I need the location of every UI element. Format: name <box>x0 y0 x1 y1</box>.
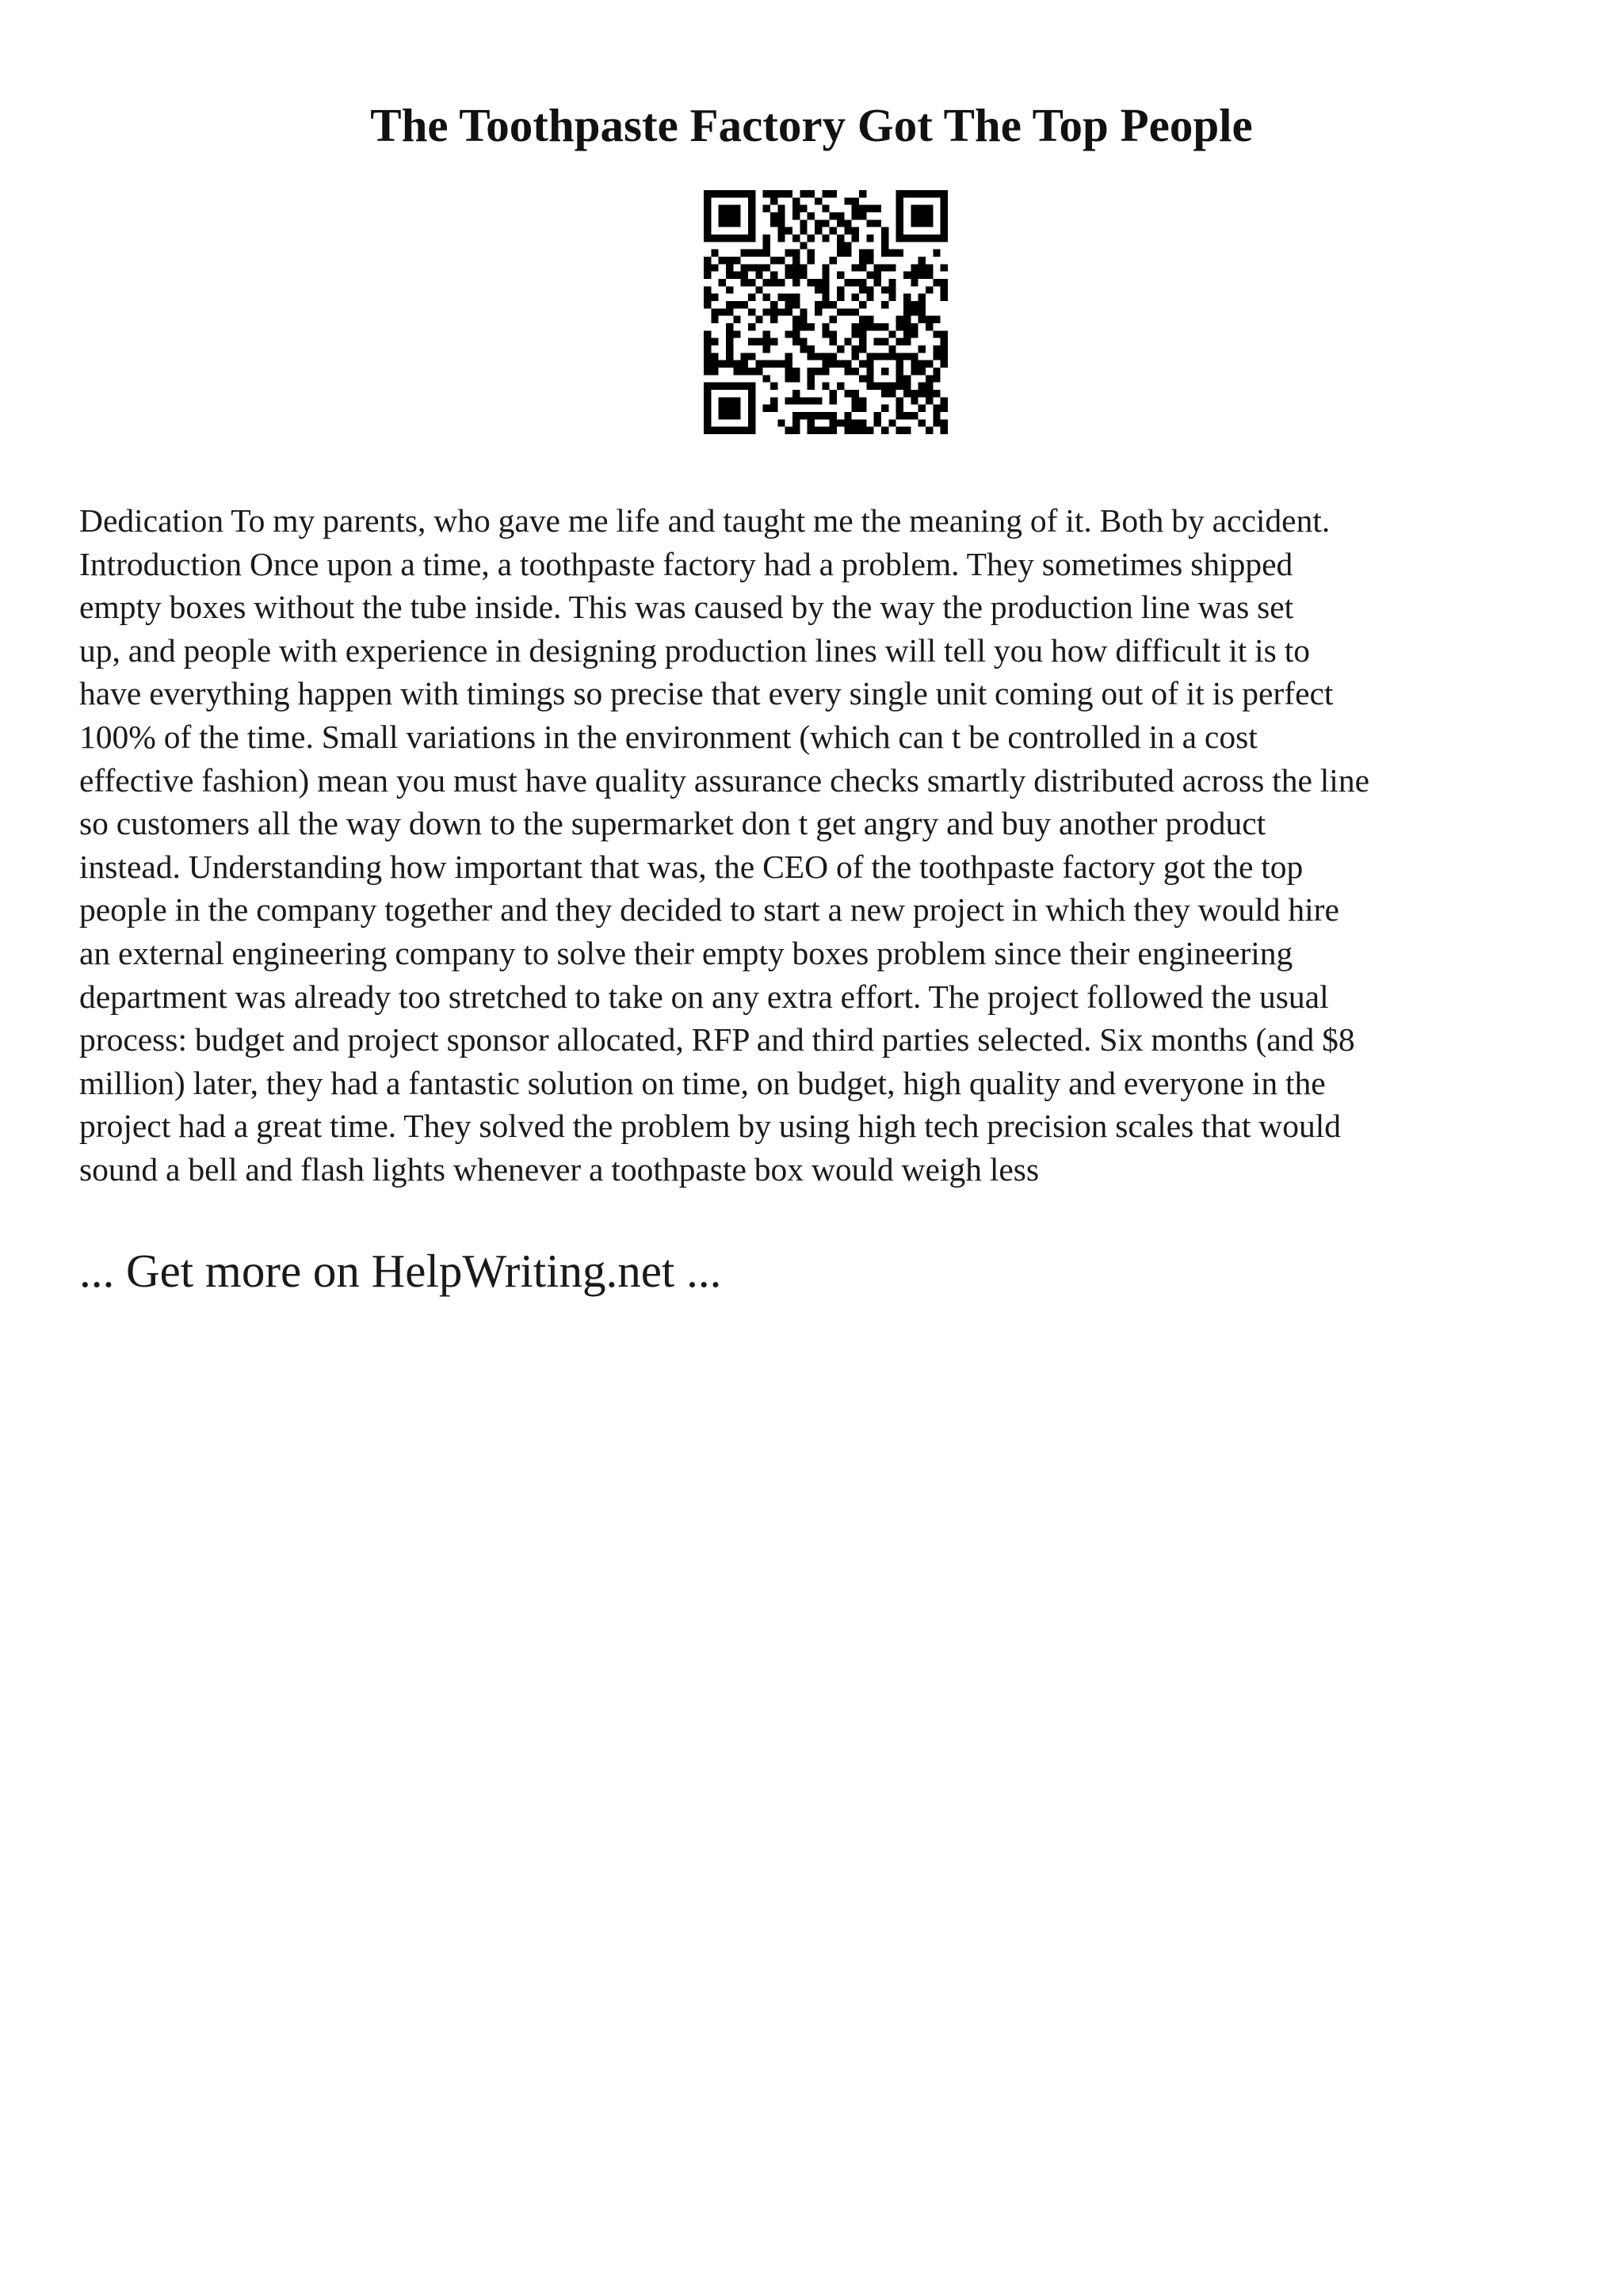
body-line: million) later, they had a fantastic solution on time, on budget, high quality and everyone in the <box>79 1064 1326 1101</box>
get-more-link[interactable]: ... Get more on HelpWriting.net ... <box>79 1245 722 1297</box>
body-line: department was already too stretched to take on any extra effort. The project followed the usual <box>79 978 1329 1015</box>
body-line: 100% of the time. Small variations in the environment (which can t be controlled in a cost <box>79 718 1258 755</box>
body-line: an external engineering company to solve their empty boxes problem since their engineering <box>79 934 1293 971</box>
body-line: so customers all the way down to the supermarket don t get angry and buy another product <box>79 805 1266 842</box>
body-line: have everything happen with timings so precise that every single unit coming out of it is perfect <box>79 675 1334 712</box>
body-line: Dedication To my parents, who gave me life and taught me the meaning of it. Both by accident. <box>79 502 1331 539</box>
body-line: instead. Understanding how important that was, the CEO of the toothpaste factory got the top <box>79 848 1304 885</box>
page-title: The Toothpaste Factory Got The Top People <box>370 99 1253 151</box>
qr-code-icon[interactable] <box>704 190 948 434</box>
body-line: process: budget and project sponsor allocated, RFP and third parties selected. Six months (and $8 <box>79 1021 1355 1058</box>
body-line: people in the company together and they decided to start a new project in which they would hire <box>79 891 1339 929</box>
body-line: effective fashion) mean you must have quality assurance checks smartly distributed across the line <box>79 761 1370 799</box>
body-line: project had a great time. They solved the problem by using high tech precision scales that would <box>79 1108 1342 1145</box>
body-text <box>79 499 1561 1192</box>
body-line: sound a bell and flash lights whenever a toothpaste box would weigh less <box>79 1150 1040 1188</box>
body-line: empty boxes without the tube inside. This was caused by the way the production line was set <box>79 589 1294 626</box>
qr-code-graphic <box>704 190 948 434</box>
body-line: Introduction Once upon a time, a toothpaste factory had a problem. They sometimes shipped <box>79 545 1293 582</box>
body-line: up, and people with experience in designing production lines will tell you how difficult it is to <box>79 631 1310 669</box>
